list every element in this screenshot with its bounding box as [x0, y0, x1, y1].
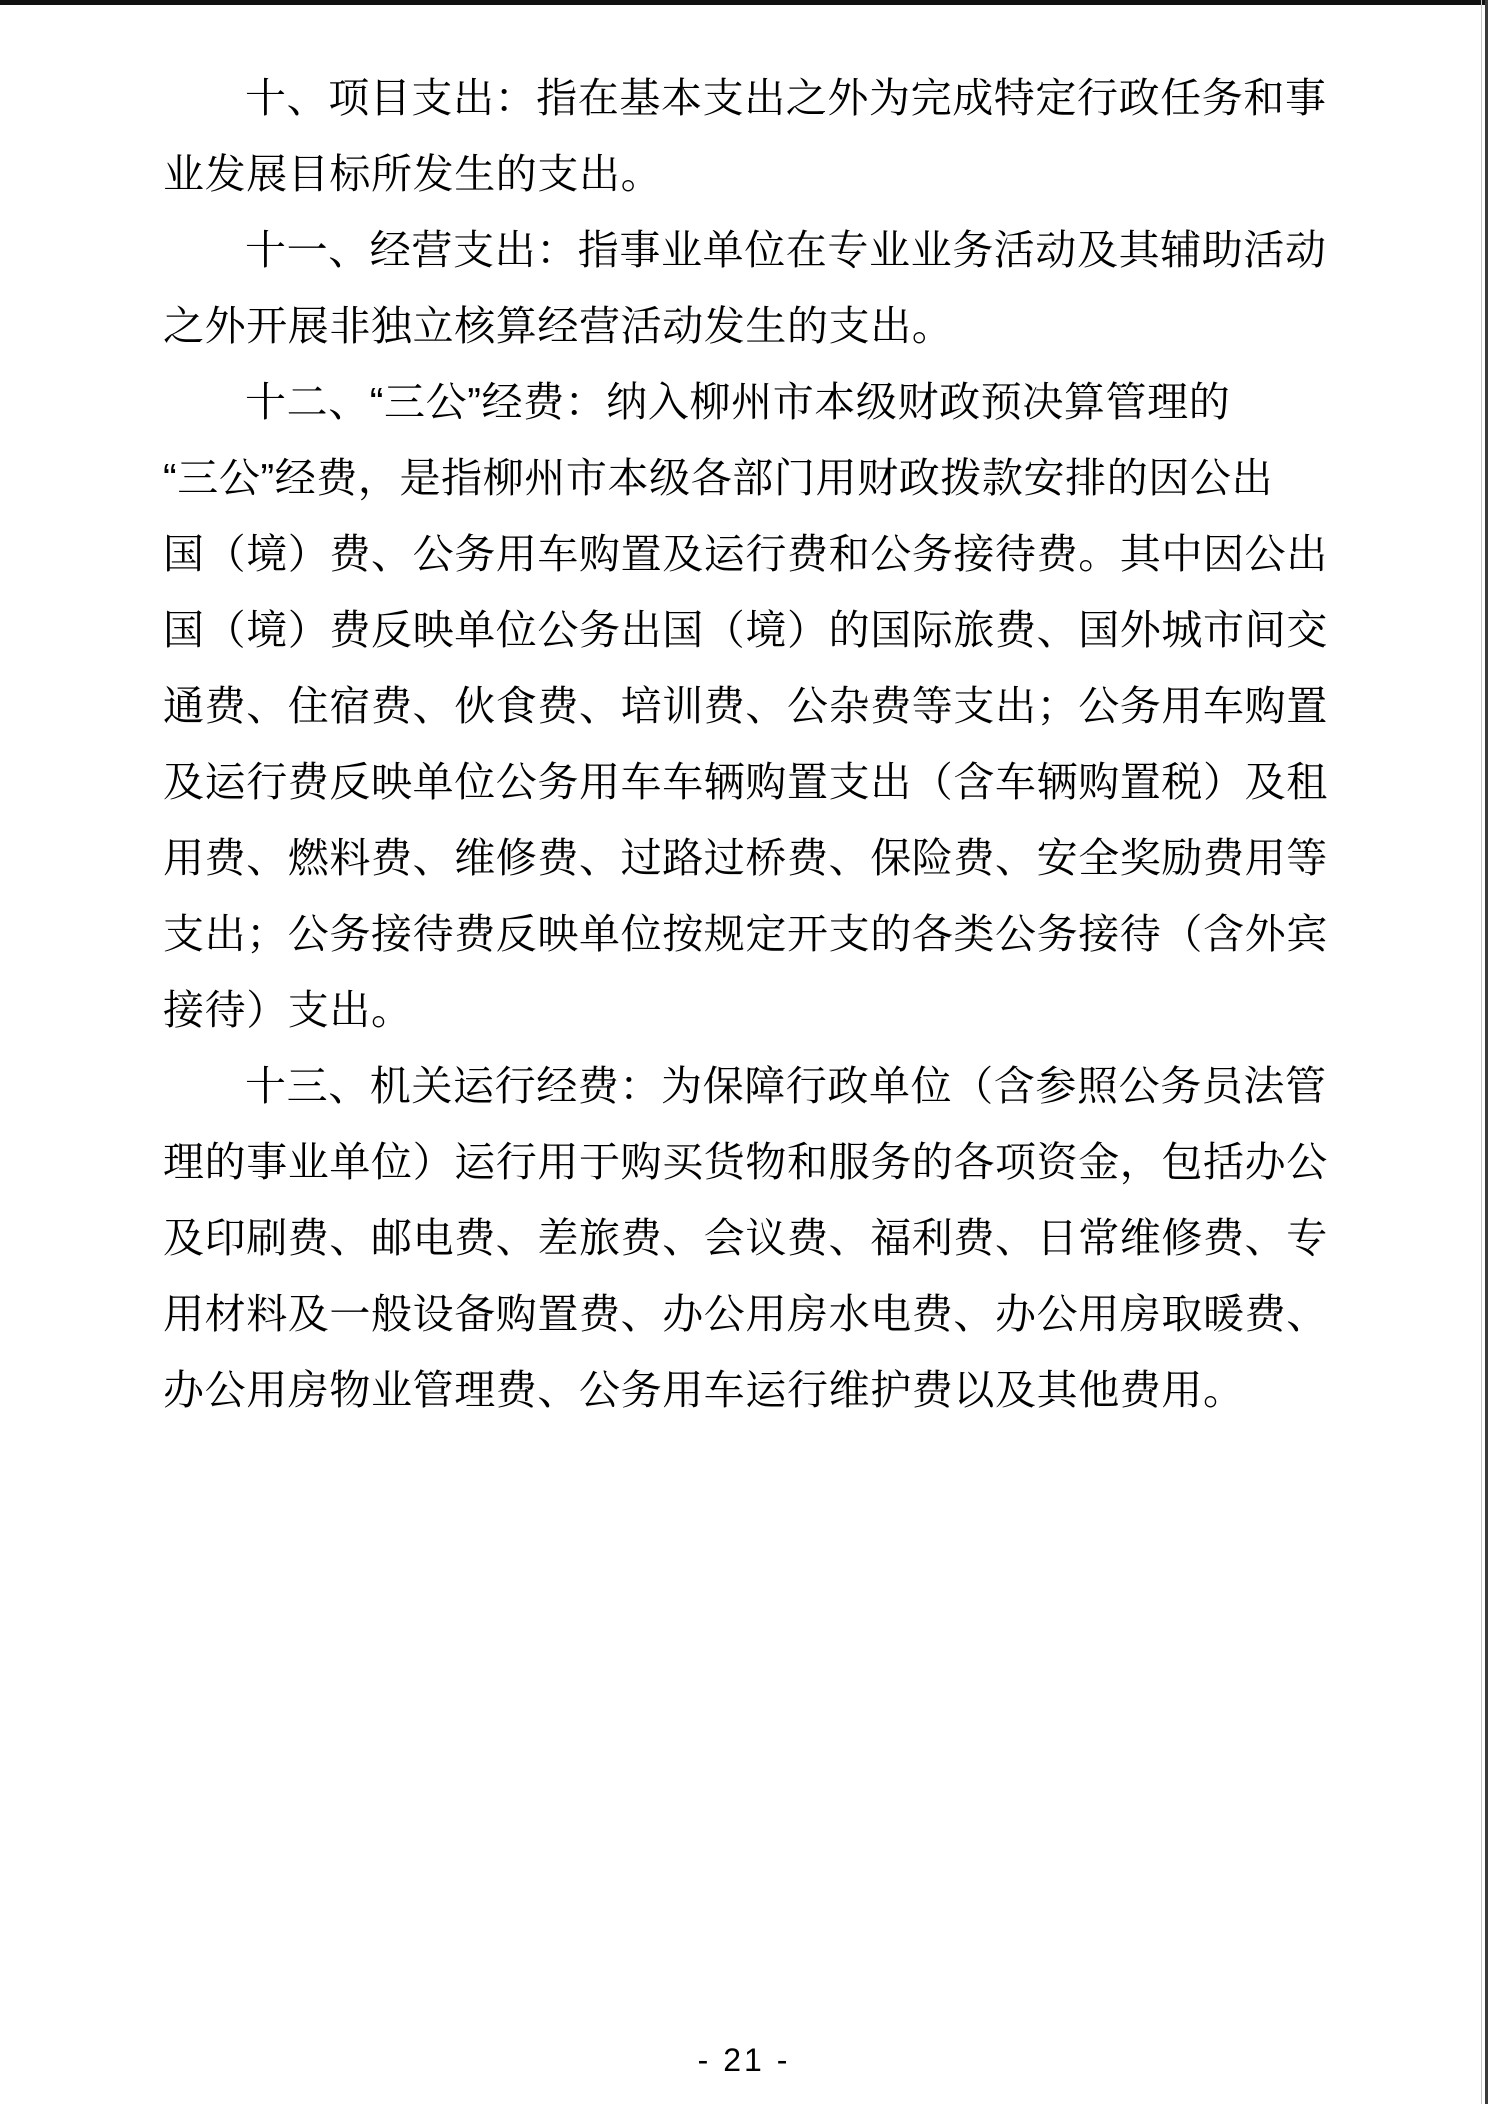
- paragraph: [163, 212, 1333, 364]
- text-line: 国（境）费、公务用车购置及运行费和公务接待费。其中因公出: [163, 531, 1328, 577]
- text-line: 及运行费反映单位公务用车车辆购置支出（含车辆购置税）及租: [163, 759, 1328, 805]
- scan-edge-right-light: [1481, 0, 1482, 2104]
- page-number: - 21 -: [697, 2042, 791, 2078]
- paragraph: [163, 1048, 1333, 1428]
- text-line: 十三、机关运行经费：为保障行政单位（含参照公务员法管: [245, 1063, 1327, 1109]
- text-line: 十二、“三公”经费：纳入柳州市本级财政预决算管理的: [245, 379, 1231, 425]
- text-line: 及印刷费、邮电费、差旅费、会议费、福利费、日常维修费、专: [163, 1215, 1328, 1261]
- scan-edge-top: [0, 0, 1488, 5]
- text-line: “三公”经费，是指柳州市本级各部门用财政拨款安排的因公出: [163, 455, 1274, 501]
- text-line: 支出；公务接待费反映单位按规定开支的各类公务接待（含外宾: [163, 911, 1328, 957]
- paragraph: [163, 60, 1333, 212]
- text-line: 十、项目支出：指在基本支出之外为完成特定行政任务和事: [245, 75, 1327, 121]
- text-line: 通费、住宿费、伙食费、培训费、公杂费等支出；公务用车购置: [163, 683, 1328, 729]
- text-line: 用材料及一般设备购置费、办公用房水电费、办公用房取暖费、: [163, 1291, 1328, 1337]
- text-line: 用费、燃料费、维修费、过路过桥费、保险费、安全奖励费用等: [163, 835, 1328, 881]
- document-body: [163, 60, 1333, 1428]
- text-line: 理的事业单位）运行用于购买货物和服务的各项资金，包括办公: [163, 1139, 1328, 1185]
- text-line: 办公用房物业管理费、公务用车运行维护费以及其他费用。: [163, 1367, 1245, 1413]
- text-line: 业发展目标所发生的支出。: [163, 151, 663, 197]
- text-line: 接待）支出。: [163, 987, 413, 1033]
- text-line: 国（境）费反映单位公务出国（境）的国际旅费、国外城市间交: [163, 607, 1328, 653]
- text-line: 十一、经营支出：指事业单位在专业业务活动及其辅助活动: [245, 227, 1327, 273]
- text-line: 之外开展非独立核算经营活动发生的支出。: [163, 303, 954, 349]
- paragraph: [163, 364, 1333, 1048]
